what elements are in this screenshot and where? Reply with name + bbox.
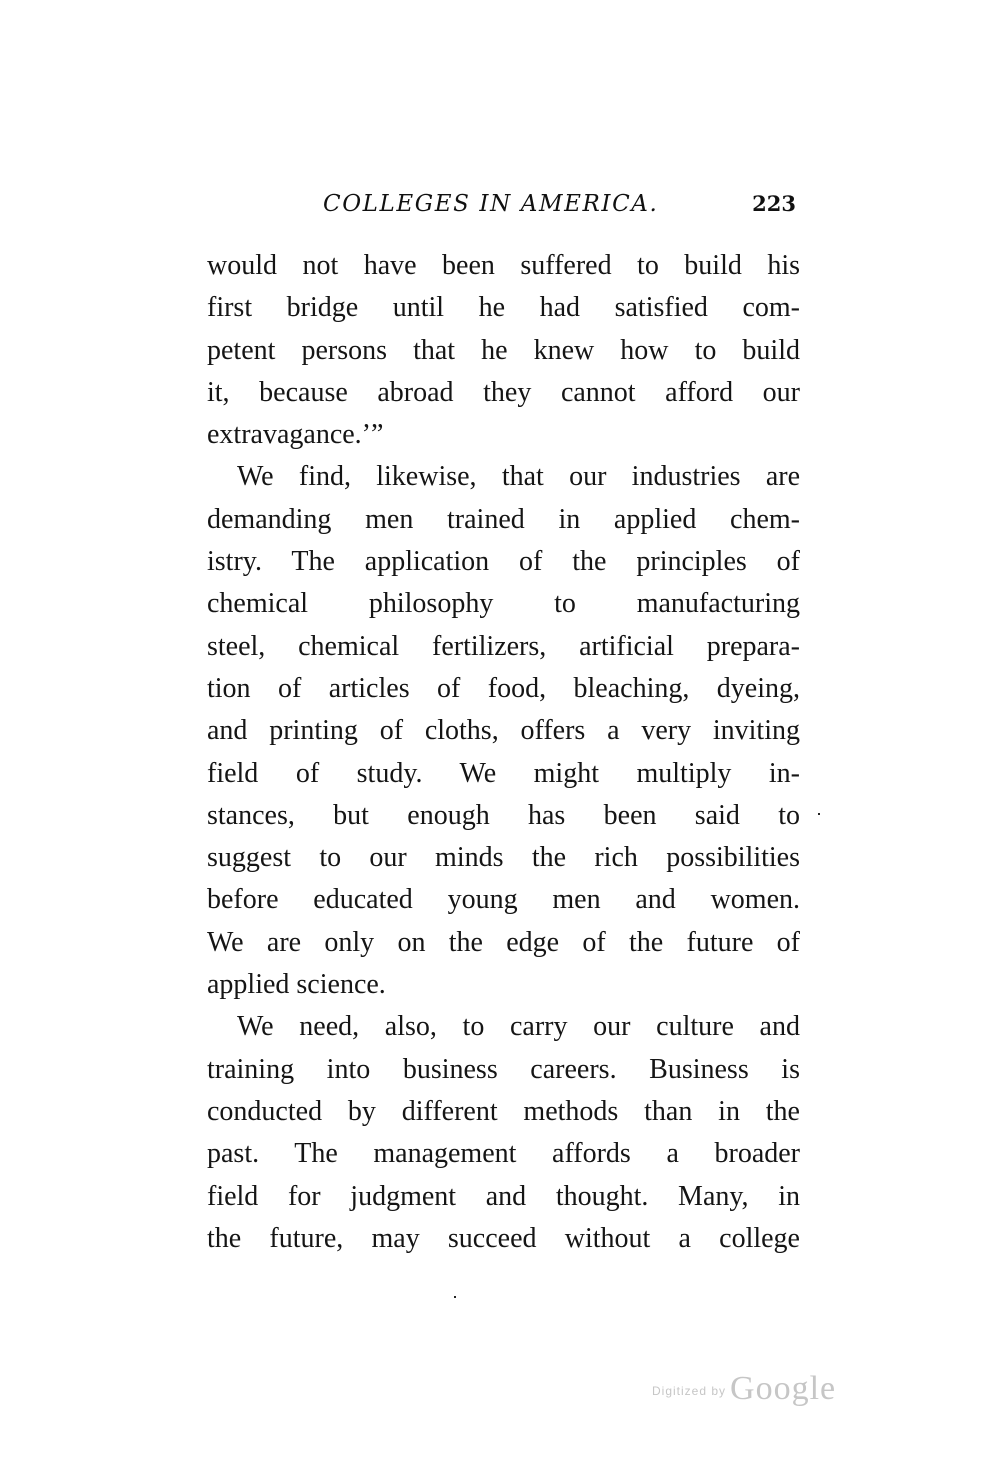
scan-speck [454, 1296, 456, 1298]
text-line: past. The management affords a broader [207, 1138, 800, 1170]
text-line: suggest to our minds the rich possibilities [207, 842, 800, 874]
text-line: steel, chemical fertilizers, artificial prepara- [207, 630, 800, 662]
text-line: applied science. [207, 969, 386, 1001]
text-line: We need, also, to carry our culture and [237, 1011, 800, 1043]
text-line: demanding men trained in applied chem- [207, 503, 800, 535]
text-line: it, because abroad they cannot afford our [207, 376, 800, 408]
scan-speck [818, 813, 820, 815]
text-line: field of study. We might multiply in- [207, 757, 800, 789]
text-line: first bridge until he had satisfied com- [207, 292, 800, 324]
text-line: field for judgment and thought. Many, in [207, 1180, 800, 1212]
text-line: training into business careers. Business is [207, 1053, 800, 1085]
text-line: chemical philosophy to manufacturing [207, 588, 800, 620]
paragraph-1 [207, 245, 800, 456]
text-line: We find, likewise, that our industries are [237, 461, 800, 493]
google-logo-text: Google [730, 1370, 837, 1407]
text-line: and printing of cloths, offers a very inviting [207, 715, 800, 747]
page-number: 223 [752, 191, 796, 216]
text-line: the future, may succeed without a college [207, 1222, 800, 1254]
paragraph-2 [207, 456, 800, 1006]
body-text [207, 245, 800, 1260]
paragraph-3 [207, 1006, 800, 1260]
text-line: conducted by different methods than in the [207, 1095, 800, 1127]
text-line: stances, but enough has been said to [207, 799, 800, 831]
watermark-prefix: Digitized by [652, 1384, 727, 1398]
digitized-by-google-watermark [652, 1358, 836, 1408]
text-line: extravagance.’” [207, 419, 384, 451]
running-header [207, 186, 800, 222]
text-line: petent persons that he knew how to build [207, 334, 800, 366]
running-title: COLLEGES IN AMERICA. [323, 191, 659, 217]
text-line: We are only on the edge of the future of [207, 926, 800, 958]
text-line: before educated young men and women. [207, 884, 800, 916]
text-line: tion of articles of food, bleaching, dyeing, [207, 672, 800, 704]
text-line: would not have been suffered to build his [207, 250, 800, 281]
text-line: istry. The application of the principles of [207, 546, 800, 578]
